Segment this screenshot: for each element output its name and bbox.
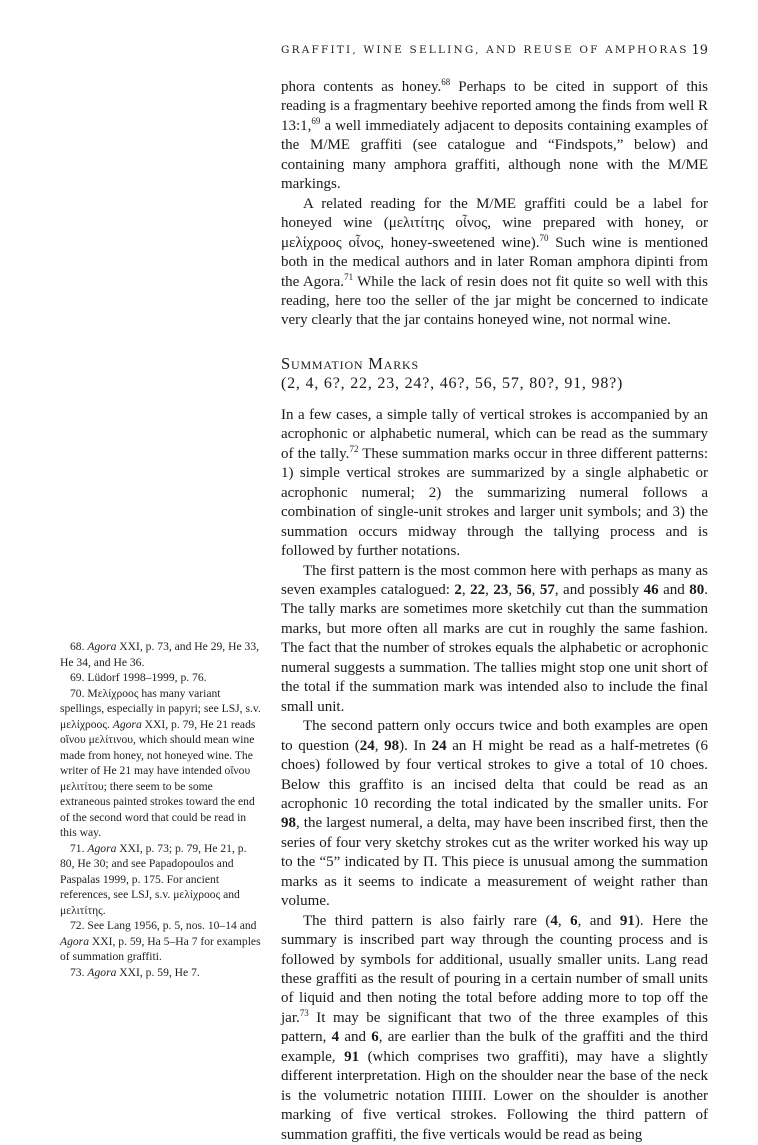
text-run: and [658, 581, 690, 598]
text-run: XXI, p. 59, Ha 5–Ha 7 for examples of summation graffiti. [60, 934, 261, 963]
footnotes-column [60, 639, 262, 980]
footnote-ref-69[interactable]: 69 [311, 115, 321, 126]
text-run: Agora [87, 841, 117, 855]
catalogue-ref[interactable]: 46 [643, 581, 659, 598]
paragraph-third-pattern [281, 912, 708, 1145]
footnote-70 [60, 686, 262, 841]
greek-term: οἴνου μελίτινου [60, 733, 133, 746]
greek-term: Μελίχροος [87, 686, 139, 700]
greek-term: μελίχροος [60, 717, 107, 731]
section-heading [281, 354, 708, 394]
text-run: , and possibly [554, 581, 644, 598]
text-run: , [531, 581, 540, 598]
text-run: Lüdorf 1998–1999, p. 76. [87, 671, 207, 684]
text-run: . [106, 717, 113, 731]
text-run: Such wine is mentioned both in the medical authors and in later Roman amphora dipinti from the Agora. [281, 234, 709, 290]
greek-term: μελίχροος οἶνος [281, 234, 381, 251]
paragraph-honey [281, 78, 708, 195]
main-text-column [281, 78, 708, 1145]
text-run: . The tally marks are sometimes more sketchily cut than the summation marks, but more often all marks are cut in roughly the same fashion. The fact that the number of strokes equals the alphabetic or acrophonic numeral suggests a summation. The tallies might stop one unit short of the total if the summation mark was intended also to include the final small unit. [281, 581, 709, 715]
text-run: 72. [70, 919, 88, 932]
text-run: has many variant spellings, especially in papyri; see LSJ, s.v. [60, 686, 261, 715]
text-run: It may be significant that two of the three examples of this pattern, [281, 1009, 708, 1046]
footnote-68 [60, 639, 262, 670]
text-run: The third pattern is also fairly rare ( [303, 912, 551, 929]
text-run: graffiti could be a label for honeyed wine ( [281, 195, 709, 232]
text-run: , [508, 581, 517, 598]
text-run: The second pattern only occurs twice and both examples are open to question ( [281, 718, 708, 754]
footnote-73 [60, 965, 262, 981]
footnote-ref-68[interactable]: 68 [441, 77, 451, 87]
text-run: Agora [87, 640, 117, 653]
paragraph-summation-intro [281, 406, 708, 562]
text-run: A related reading for the [303, 195, 477, 212]
text-run: Agora [87, 965, 117, 979]
numeral-symbol: Π [422, 854, 434, 871]
catalogue-ref[interactable]: 6 [570, 912, 578, 929]
graffito-mark: M/ME [476, 195, 517, 212]
catalogue-ref[interactable]: 4 [331, 1029, 340, 1046]
text-run: an [446, 737, 473, 754]
text-run: ). In [399, 737, 432, 754]
text-run: , honey-sweetened wine). [380, 234, 540, 251]
footnote-ref-71[interactable]: 71 [344, 271, 354, 282]
paragraph-honeyed-wine [281, 195, 708, 331]
catalogue-ref[interactable]: 6 [371, 1029, 379, 1046]
text-run: 73. [70, 965, 88, 979]
text-run: Perhaps to be cited in support of this reading is a fragmentary beehive reported among the finds from well R 13:1, [281, 79, 708, 134]
section-catalogue-numbers: (2, 4, 6?, 22, 23, 24?, 46?, 56, 57, 80?, 91, 98?) [281, 374, 624, 392]
footnote-ref-72[interactable]: 72 [349, 443, 359, 454]
catalogue-ref[interactable]: 80 [689, 581, 705, 598]
text-run: Agora [112, 717, 142, 731]
text-run: , and [577, 912, 620, 929]
text-run: These summation marks occur in three different patterns: 1) simple vertical strokes are summarized by a single alphabetic or acrophonic numeral; 2) the summarizing numeral follows a combination of single-unit strokes and larger unit symbols; and 3) the summation occurs midway through the tallying process and is followed by further notations. [281, 445, 708, 560]
footnote-ref-73[interactable]: 73 [299, 1007, 309, 1018]
catalogue-ref[interactable]: 56 [516, 581, 532, 598]
footnote-69 [60, 670, 262, 686]
text-run: While the lack of resin does not fit quite so well with this reading, here too the seller of the jar might be concerned to indicate very clearly that the jar contains honeyed wine, not normal wine. [281, 273, 709, 329]
catalogue-ref[interactable]: 57 [539, 581, 555, 598]
catalogue-ref[interactable]: 98 [281, 815, 296, 832]
paragraph-first-pattern [281, 562, 708, 718]
text-run: 70. [70, 686, 88, 700]
greek-term: μελιτίτης οἶνος [388, 215, 488, 232]
text-run: XXI, p. 73, and He 29, He 33, He 34, and He 36. [60, 640, 260, 669]
text-run: . Lower on the shoulder is another marking of five vertical strokes. Following the third pattern of summation graffiti, the five verticals would be read as being [281, 1087, 708, 1143]
text-run: Agora [60, 934, 89, 948]
catalogue-ref[interactable]: 91 [619, 912, 635, 929]
text-run: , the largest numeral, a delta, may have been inscribed first, then the series of four very sketchy strokes cut as the writer worked his way up to the “5” indicated by [281, 815, 708, 871]
numeral-symbol: H [472, 737, 483, 754]
text-run: , [557, 912, 571, 929]
greek-term: οἴνου μελιτίτου [60, 764, 251, 793]
graffito-mark: M/ME [667, 156, 708, 173]
text-run: , wine prepared with honey, or [487, 215, 709, 232]
catalogue-ref[interactable]: 22 [470, 581, 486, 598]
text-run: XXI, p. 79, He 21 reads [141, 717, 256, 731]
text-run: 68. [70, 640, 88, 653]
catalogue-ref[interactable]: 24 [431, 737, 447, 754]
text-run: might be read as a half-metretes (6 choes) followed by four vertical strokes to give a total of 10 choes. Below this graffito is an incised delta that could be read as an acrophonic 10 recording the total indicated by the smaller units. For [281, 737, 708, 812]
text-run: graffiti (see catalogue and “Findspots,” below) and containing many amphora graffiti, although none with the [281, 137, 709, 173]
text-run: , are earlier than the bulk of the graffiti and the third example, [281, 1029, 708, 1065]
catalogue-ref[interactable]: 98 [384, 737, 400, 754]
catalogue-ref[interactable]: 2 [454, 581, 462, 598]
text-run: markings. [281, 176, 341, 193]
footnote-72 [60, 918, 262, 965]
text-run: XXI, p. 59, He 7. [116, 965, 200, 979]
text-run: The first pattern is the most common here with perhaps as many as seven examples catalogued: [281, 562, 708, 598]
numeral-symbol: ΠIIII [451, 1087, 483, 1104]
text-run: , [461, 581, 471, 598]
page-number: 19 [691, 43, 708, 58]
footnote-71 [60, 841, 262, 919]
footnote-ref-70[interactable]: 70 [539, 232, 549, 243]
paragraph-second-pattern [281, 717, 708, 912]
text-run: XXI, p. 73; p. 79, He 21, p. 80, He 30; and see Papadopoulos and Paspalas 1999, p. 175. For ancient references, see LSJ, s.v. [60, 841, 247, 901]
text-run: ; there seem to be some extraneous painted strokes toward the end of the second word that could be read in this way. [60, 779, 255, 839]
text-run: In a few cases, a simple tally of vertical strokes is accompanied by an acrophonic or alphabetic numeral, which can be read as the summary of the tally. [281, 406, 708, 462]
running-head-title: GRAFFITI, WINE SELLING, AND REUSE OF AMPHORAS [281, 44, 689, 56]
text-run: . [102, 903, 106, 917]
graffito-mark: M/ME [310, 137, 351, 154]
text-run: ). Here the summary is inscribed part way through the counting process and is followed by symbols for additional, usually smaller units. Lang read these graffiti as the result of pouring in a certain number of small units of liquid and then noting the total before adding more to top off the jar. [281, 912, 708, 1026]
catalogue-ref[interactable]: 4 [550, 912, 558, 929]
section-title: Summation Marks [281, 353, 419, 373]
text-run: , [485, 581, 494, 598]
catalogue-ref[interactable]: 24 [359, 737, 375, 754]
text-run: and [339, 1029, 372, 1046]
text-run: 71. [70, 841, 88, 855]
text-run: . This piece is unusual among the summation marks as it seems to indicate a measurement of weight rather than volume. [281, 854, 708, 910]
text-run: phora contents as honey. [281, 79, 442, 95]
text-run: and [220, 888, 240, 901]
greek-term: μελίχροος [173, 888, 221, 901]
greek-term: μελιτίτης [60, 903, 103, 917]
text-run: 69. [70, 671, 88, 684]
text-run: , which should mean wine made from honey, not honeyed wine. The writer of He 21 may have intended [60, 733, 255, 777]
catalogue-ref[interactable]: 23 [493, 581, 509, 598]
text-run: , [374, 737, 385, 754]
text-run: a well immediately adjacent to deposits containing examples of the [281, 117, 708, 154]
text-run: (which comprises two graffiti), may have a slightly different interpretation. High on the shoulder near the base of the neck is the volumetric notation [281, 1048, 708, 1104]
text-run: See Lang 1956, p. 5, nos. 10–14 and [87, 919, 257, 932]
catalogue-ref[interactable]: 91 [344, 1048, 360, 1065]
